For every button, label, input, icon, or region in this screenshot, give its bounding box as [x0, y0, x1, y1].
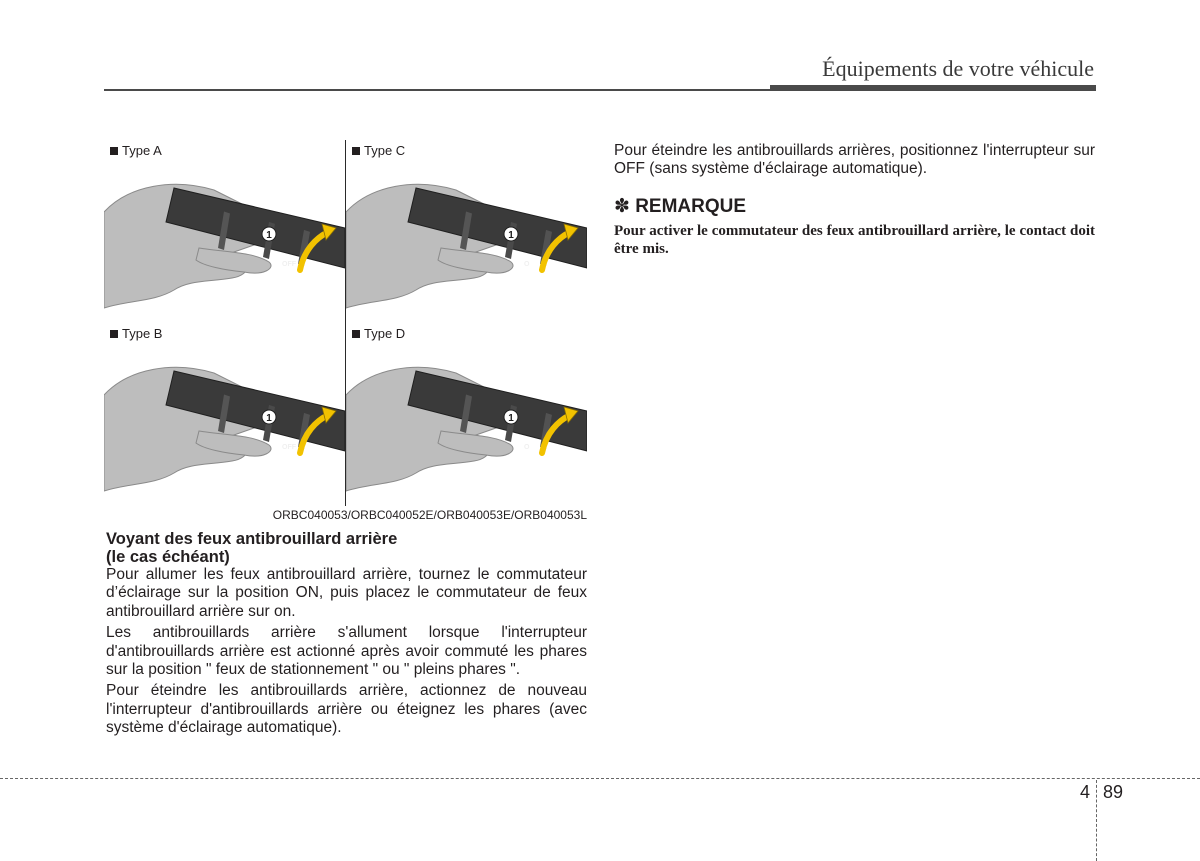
lever-illustration-type-d	[346, 323, 587, 506]
panel-type-c	[346, 140, 587, 323]
footer-vertical-dashed-rule	[1096, 780, 1097, 861]
paragraph-2: Les antibrouillards arrière s'allument lorsque l'interrupteur d'antibrouillards arrière est actionné après avoir commuté les phares sur la position " feux de stationnement " ou " pleins phares ".	[106, 624, 587, 679]
panel-type-b	[104, 323, 345, 506]
paragraph-1: Pour allumer les feux antibrouillard arrière, tournez le commutateur d’éclairage sur la position ON, puis placez le commutateur de feux antibrouillard arrière sur on.	[106, 566, 587, 620]
callout-number: 1	[508, 413, 514, 424]
lever-illustration-type-a	[104, 140, 345, 323]
square-bullet-icon	[352, 147, 360, 155]
figure-divider	[345, 140, 346, 506]
note-heading: ✽ REMARQUE	[614, 195, 747, 217]
callout-number: 1	[266, 230, 272, 241]
lever-illustration-type-b	[104, 323, 345, 506]
footer-dashed-rule	[0, 778, 1200, 779]
section-heading-line2: (le cas échéant)	[106, 548, 230, 566]
panel-label-type-c: Type C	[364, 143, 406, 158]
lever-position-text: OFF	[282, 261, 296, 268]
callout-number: 1	[508, 230, 514, 241]
panel-label-type-b: Type B	[122, 326, 163, 341]
square-bullet-icon	[110, 330, 118, 338]
note-text: Pour activer le commutateur des feux antibrouillard arrière, le contact doit être mis.	[614, 222, 1095, 257]
right-paragraph: Pour éteindre les antibrouillards arrières, positionnez l'interrupteur sur OFF (sans système d'éclairage automatique).	[614, 142, 1095, 178]
panel-label-type-a: Type A	[122, 143, 162, 158]
lever-figure	[104, 140, 587, 506]
section-heading	[106, 530, 587, 566]
paragraph-3: Pour éteindre les antibrouillards arrière, actionnez de nouveau l'interrupteur d'antibrouillards arrière ou éteignez les phares (avec système d'éclairage automatique).	[106, 682, 587, 737]
figure-caption: ORBC040053/ORBC040052E/ORB040053E/ORB040053L	[272, 508, 587, 522]
header-rule	[104, 89, 770, 91]
lever-illustration-type-c	[346, 140, 587, 323]
panel-type-a	[104, 140, 345, 323]
square-bullet-icon	[352, 330, 360, 338]
callout-number: 1	[266, 413, 272, 424]
chapter-number: 4	[1080, 782, 1091, 802]
lever-position-text: OFF	[282, 444, 296, 451]
section-heading-line1: Voyant des feux antibrouillard arrière	[106, 530, 398, 548]
header-rule-thick	[770, 85, 1096, 91]
left-column	[106, 530, 587, 741]
page-number: 89	[1103, 782, 1124, 802]
panel-type-d	[346, 323, 587, 506]
panel-label-type-d: Type D	[364, 326, 406, 341]
right-column	[614, 142, 1095, 258]
lever-position-text: O	[524, 444, 530, 451]
page-header-title: Équipements de votre véhicule	[822, 56, 1094, 81]
lever-position-text: O	[524, 261, 530, 268]
square-bullet-icon	[110, 147, 118, 155]
